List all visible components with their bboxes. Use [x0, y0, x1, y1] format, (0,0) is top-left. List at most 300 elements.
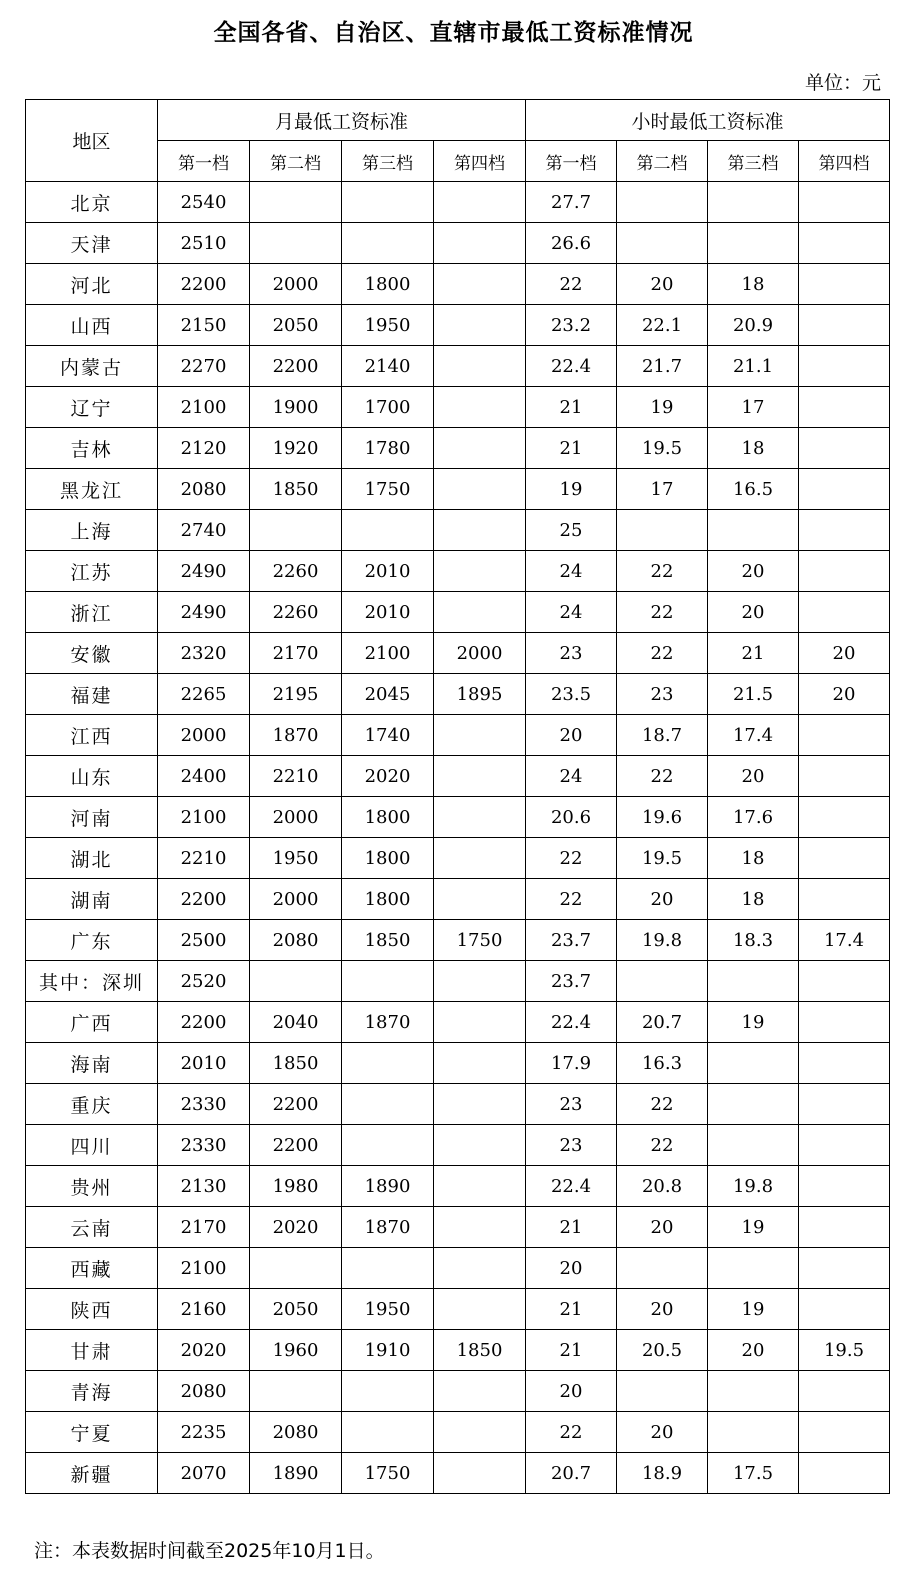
table-row	[26, 592, 890, 633]
region-cell: 青海	[26, 1371, 158, 1412]
monthly-value-cell: 1960	[250, 1330, 342, 1371]
hourly-value-cell	[799, 182, 890, 223]
hourly-value-cell: 21	[708, 633, 799, 674]
table-row	[26, 1412, 890, 1453]
monthly-value-cell	[342, 961, 434, 1002]
monthly-value-cell: 1750	[434, 920, 526, 961]
hourly-value-cell: 17	[617, 469, 708, 510]
monthly-value-cell: 2020	[250, 1207, 342, 1248]
hourly-value-cell	[617, 1371, 708, 1412]
monthly-value-cell: 1780	[342, 428, 434, 469]
hourly-value-cell: 20.6	[526, 797, 617, 838]
hourly-value-cell: 22	[617, 551, 708, 592]
table-row	[26, 428, 890, 469]
monthly-value-cell: 2100	[342, 633, 434, 674]
monthly-value-cell: 2265	[158, 674, 250, 715]
hourly-value-cell	[799, 592, 890, 633]
monthly-value-cell: 2330	[158, 1084, 250, 1125]
region-cell: 湖南	[26, 879, 158, 920]
table-row	[26, 1043, 890, 1084]
region-cell: 海南	[26, 1043, 158, 1084]
region-cell: 宁夏	[26, 1412, 158, 1453]
hourly-value-cell	[799, 264, 890, 305]
monthly-value-cell	[342, 223, 434, 264]
hourly-value-cell	[799, 1453, 890, 1494]
monthly-tier-header: 第二档	[250, 141, 342, 182]
monthly-tier-header: 第三档	[342, 141, 434, 182]
hourly-tier-header: 第二档	[617, 141, 708, 182]
table-row	[26, 182, 890, 223]
region-cell: 西藏	[26, 1248, 158, 1289]
monthly-value-cell	[434, 1002, 526, 1043]
hourly-value-cell	[708, 1371, 799, 1412]
hourly-value-cell	[708, 961, 799, 1002]
hourly-value-cell	[799, 1002, 890, 1043]
hourly-value-cell: 19.5	[617, 428, 708, 469]
monthly-value-cell: 1890	[250, 1453, 342, 1494]
hourly-value-cell: 20	[799, 674, 890, 715]
hourly-value-cell: 22.4	[526, 1166, 617, 1207]
hourly-value-cell: 24	[526, 756, 617, 797]
hourly-value-cell: 22	[617, 1084, 708, 1125]
hourly-value-cell: 17.9	[526, 1043, 617, 1084]
region-cell: 江苏	[26, 551, 158, 592]
region-cell: 上海	[26, 510, 158, 551]
hourly-value-cell: 23	[526, 1125, 617, 1166]
region-cell: 河北	[26, 264, 158, 305]
table-row	[26, 961, 890, 1002]
region-cell: 内蒙古	[26, 346, 158, 387]
table-row	[26, 838, 890, 879]
hourly-value-cell	[799, 1207, 890, 1248]
hourly-value-cell: 18	[708, 428, 799, 469]
monthly-value-cell: 2000	[250, 797, 342, 838]
hourly-value-cell: 20	[526, 1248, 617, 1289]
monthly-value-cell: 1870	[342, 1207, 434, 1248]
hourly-value-cell	[708, 1043, 799, 1084]
monthly-value-cell	[250, 1248, 342, 1289]
region-cell: 辽宁	[26, 387, 158, 428]
hourly-value-cell: 23	[617, 674, 708, 715]
monthly-value-cell: 1870	[250, 715, 342, 756]
hourly-value-cell: 23.7	[526, 920, 617, 961]
monthly-value-cell: 2080	[250, 920, 342, 961]
region-cell: 浙江	[26, 592, 158, 633]
monthly-value-cell	[434, 182, 526, 223]
hourly-value-cell: 25	[526, 510, 617, 551]
hourly-value-cell: 22.4	[526, 1002, 617, 1043]
hourly-value-cell: 23	[526, 633, 617, 674]
hourly-value-cell	[799, 1371, 890, 1412]
region-cell: 北京	[26, 182, 158, 223]
hourly-value-cell: 23.7	[526, 961, 617, 1002]
hourly-value-cell	[708, 510, 799, 551]
footnote: 注：本表数据时间截至2025年10月1日。	[34, 1540, 385, 1562]
monthly-value-cell: 2320	[158, 633, 250, 674]
monthly-value-cell: 2050	[250, 305, 342, 346]
hourly-value-cell	[799, 961, 890, 1002]
region-cell: 贵州	[26, 1166, 158, 1207]
monthly-value-cell: 2235	[158, 1412, 250, 1453]
region-cell: 山西	[26, 305, 158, 346]
table-row	[26, 551, 890, 592]
monthly-tier-header: 第一档	[158, 141, 250, 182]
monthly-value-cell: 2070	[158, 1453, 250, 1494]
hourly-value-cell	[708, 1412, 799, 1453]
monthly-value-cell	[434, 223, 526, 264]
region-cell: 云南	[26, 1207, 158, 1248]
monthly-value-cell: 2150	[158, 305, 250, 346]
region-cell: 四川	[26, 1125, 158, 1166]
region-cell: 广西	[26, 1002, 158, 1043]
hourly-value-cell: 18	[708, 838, 799, 879]
monthly-value-cell: 1850	[342, 920, 434, 961]
region-cell: 陕西	[26, 1289, 158, 1330]
table-row	[26, 1002, 890, 1043]
hourly-value-cell: 22	[617, 633, 708, 674]
monthly-value-cell	[434, 428, 526, 469]
hourly-value-cell: 23.2	[526, 305, 617, 346]
hourly-value-cell: 26.6	[526, 223, 617, 264]
monthly-value-cell: 1800	[342, 797, 434, 838]
monthly-value-cell	[434, 510, 526, 551]
table-row	[26, 264, 890, 305]
hourly-value-cell: 17.6	[708, 797, 799, 838]
region-cell: 吉林	[26, 428, 158, 469]
hourly-value-cell: 21.1	[708, 346, 799, 387]
monthly-value-cell	[434, 346, 526, 387]
table-row	[26, 674, 890, 715]
hourly-value-cell	[799, 797, 890, 838]
table-row	[26, 510, 890, 551]
monthly-value-cell: 2500	[158, 920, 250, 961]
monthly-value-cell: 1850	[250, 1043, 342, 1084]
hourly-value-cell: 20.9	[708, 305, 799, 346]
region-header: 地区	[26, 100, 158, 182]
hourly-value-cell	[708, 1125, 799, 1166]
monthly-value-cell: 2270	[158, 346, 250, 387]
hourly-value-cell: 24	[526, 551, 617, 592]
monthly-value-cell: 1800	[342, 264, 434, 305]
monthly-value-cell: 2020	[342, 756, 434, 797]
table-row	[26, 1330, 890, 1371]
monthly-value-cell: 2000	[250, 879, 342, 920]
hourly-value-cell: 27.7	[526, 182, 617, 223]
monthly-value-cell: 1850	[434, 1330, 526, 1371]
monthly-value-cell: 2200	[250, 1084, 342, 1125]
hourly-value-cell: 20.7	[526, 1453, 617, 1494]
monthly-value-cell: 2080	[250, 1412, 342, 1453]
hourly-tier-header: 第一档	[526, 141, 617, 182]
hourly-value-cell	[708, 1084, 799, 1125]
monthly-value-cell	[434, 264, 526, 305]
page-title: 全国各省、自治区、直辖市最低工资标准情况	[213, 20, 694, 46]
region-cell: 黑龙江	[26, 469, 158, 510]
hourly-value-cell	[799, 551, 890, 592]
region-cell: 甘肃	[26, 1330, 158, 1371]
hourly-value-cell: 20.8	[617, 1166, 708, 1207]
hourly-value-cell	[799, 428, 890, 469]
hourly-value-cell	[799, 1084, 890, 1125]
monthly-value-cell	[434, 1412, 526, 1453]
monthly-value-cell	[434, 961, 526, 1002]
monthly-value-cell: 2000	[434, 633, 526, 674]
region-cell: 新疆	[26, 1453, 158, 1494]
hourly-value-cell: 21	[526, 1207, 617, 1248]
table-row	[26, 797, 890, 838]
monthly-value-cell	[250, 223, 342, 264]
monthly-value-cell: 2490	[158, 551, 250, 592]
hourly-value-cell: 16.3	[617, 1043, 708, 1084]
hourly-value-cell: 17.5	[708, 1453, 799, 1494]
monthly-value-cell: 2195	[250, 674, 342, 715]
monthly-value-cell: 1950	[342, 1289, 434, 1330]
monthly-value-cell: 2200	[158, 879, 250, 920]
region-cell: 天津	[26, 223, 158, 264]
hourly-value-cell	[799, 469, 890, 510]
monthly-value-cell: 2170	[158, 1207, 250, 1248]
hourly-value-cell: 19.6	[617, 797, 708, 838]
hourly-value-cell	[799, 223, 890, 264]
table-row	[26, 223, 890, 264]
monthly-value-cell: 2020	[158, 1330, 250, 1371]
hourly-value-cell: 20	[617, 264, 708, 305]
hourly-value-cell	[708, 182, 799, 223]
hourly-value-cell: 22	[617, 1125, 708, 1166]
monthly-value-cell: 2400	[158, 756, 250, 797]
monthly-value-cell	[434, 797, 526, 838]
monthly-value-cell	[434, 756, 526, 797]
monthly-value-cell: 2520	[158, 961, 250, 1002]
monthly-value-cell: 1950	[250, 838, 342, 879]
monthly-value-cell	[250, 1371, 342, 1412]
monthly-value-cell	[250, 510, 342, 551]
monthly-value-cell	[434, 305, 526, 346]
monthly-value-cell	[434, 1248, 526, 1289]
table-row	[26, 1371, 890, 1412]
table-row	[26, 756, 890, 797]
hourly-value-cell: 21.7	[617, 346, 708, 387]
monthly-value-cell: 2210	[158, 838, 250, 879]
hourly-value-cell: 18.7	[617, 715, 708, 756]
hourly-value-cell	[617, 961, 708, 1002]
hourly-value-cell	[617, 223, 708, 264]
hourly-value-cell: 21	[526, 1289, 617, 1330]
hourly-value-cell: 20	[799, 633, 890, 674]
hourly-value-cell	[617, 1248, 708, 1289]
monthly-value-cell	[434, 715, 526, 756]
monthly-value-cell: 2200	[250, 1125, 342, 1166]
table-row	[26, 1084, 890, 1125]
hourly-value-cell	[799, 879, 890, 920]
hourly-value-cell: 19.8	[708, 1166, 799, 1207]
monthly-value-cell: 2100	[158, 1248, 250, 1289]
monthly-value-cell: 2080	[158, 1371, 250, 1412]
monthly-value-cell: 2540	[158, 182, 250, 223]
hourly-value-cell: 17.4	[708, 715, 799, 756]
hourly-value-cell	[799, 1125, 890, 1166]
monthly-value-cell	[342, 1248, 434, 1289]
monthly-value-cell	[434, 879, 526, 920]
region-cell: 其中：深圳	[26, 961, 158, 1002]
hourly-value-cell	[617, 510, 708, 551]
monthly-value-cell	[434, 1371, 526, 1412]
hourly-value-cell: 20	[617, 1412, 708, 1453]
hourly-value-cell: 17	[708, 387, 799, 428]
monthly-value-cell: 2080	[158, 469, 250, 510]
hourly-value-cell: 20	[708, 551, 799, 592]
monthly-value-cell	[342, 1371, 434, 1412]
monthly-value-cell	[342, 1412, 434, 1453]
table-body	[26, 182, 890, 1494]
unit-label: 单位：元	[804, 72, 881, 94]
monthly-value-cell	[342, 182, 434, 223]
monthly-value-cell	[434, 592, 526, 633]
monthly-header: 月最低工资标准	[158, 100, 526, 141]
hourly-value-cell: 23.5	[526, 674, 617, 715]
hourly-value-cell	[799, 756, 890, 797]
hourly-value-cell: 22	[617, 592, 708, 633]
hourly-value-cell: 20	[617, 1207, 708, 1248]
hourly-value-cell: 23	[526, 1084, 617, 1125]
table-row	[26, 387, 890, 428]
hourly-value-cell	[799, 510, 890, 551]
monthly-value-cell: 2000	[158, 715, 250, 756]
monthly-value-cell: 2120	[158, 428, 250, 469]
monthly-value-cell: 2260	[250, 551, 342, 592]
monthly-value-cell: 2330	[158, 1125, 250, 1166]
hourly-value-cell: 21	[526, 387, 617, 428]
hourly-value-cell	[708, 1248, 799, 1289]
table-row	[26, 1453, 890, 1494]
table-row	[26, 633, 890, 674]
hourly-value-cell: 19	[708, 1289, 799, 1330]
monthly-value-cell: 1895	[434, 674, 526, 715]
monthly-value-cell: 2100	[158, 387, 250, 428]
hourly-value-cell	[799, 305, 890, 346]
monthly-value-cell: 1750	[342, 1453, 434, 1494]
monthly-value-cell: 1700	[342, 387, 434, 428]
monthly-value-cell: 2140	[342, 346, 434, 387]
monthly-value-cell: 2490	[158, 592, 250, 633]
monthly-value-cell: 2010	[342, 592, 434, 633]
table-row	[26, 715, 890, 756]
hourly-value-cell	[617, 182, 708, 223]
monthly-value-cell	[434, 1289, 526, 1330]
monthly-value-cell	[434, 469, 526, 510]
region-cell: 湖北	[26, 838, 158, 879]
region-cell: 福建	[26, 674, 158, 715]
hourly-value-cell: 19	[617, 387, 708, 428]
hourly-value-cell: 19.8	[617, 920, 708, 961]
monthly-value-cell: 2010	[158, 1043, 250, 1084]
wage-table	[25, 99, 890, 1494]
monthly-value-cell: 2510	[158, 223, 250, 264]
hourly-value-cell: 20.5	[617, 1330, 708, 1371]
region-cell: 山东	[26, 756, 158, 797]
table-row	[26, 1289, 890, 1330]
monthly-value-cell	[342, 510, 434, 551]
hourly-value-cell: 17.4	[799, 920, 890, 961]
monthly-value-cell: 2160	[158, 1289, 250, 1330]
table-row	[26, 1166, 890, 1207]
hourly-value-cell: 18	[708, 264, 799, 305]
monthly-value-cell: 2200	[158, 1002, 250, 1043]
hourly-value-cell	[708, 223, 799, 264]
hourly-value-cell: 18.9	[617, 1453, 708, 1494]
monthly-value-cell: 1800	[342, 838, 434, 879]
table-row	[26, 305, 890, 346]
hourly-value-cell: 22	[526, 838, 617, 879]
hourly-value-cell	[799, 1412, 890, 1453]
monthly-value-cell: 2170	[250, 633, 342, 674]
hourly-value-cell: 20	[708, 592, 799, 633]
monthly-value-cell	[250, 182, 342, 223]
hourly-value-cell: 22	[526, 264, 617, 305]
monthly-value-cell: 1920	[250, 428, 342, 469]
hourly-value-cell: 19	[708, 1207, 799, 1248]
hourly-value-cell: 18	[708, 879, 799, 920]
monthly-value-cell	[250, 961, 342, 1002]
hourly-value-cell: 24	[526, 592, 617, 633]
hourly-value-cell: 19	[708, 1002, 799, 1043]
hourly-value-cell	[799, 1289, 890, 1330]
hourly-value-cell: 21	[526, 1330, 617, 1371]
hourly-value-cell: 20	[708, 756, 799, 797]
hourly-value-cell: 21.5	[708, 674, 799, 715]
monthly-value-cell	[342, 1043, 434, 1084]
table-row	[26, 920, 890, 961]
table-row	[26, 346, 890, 387]
hourly-value-cell	[799, 387, 890, 428]
hourly-header: 小时最低工资标准	[526, 100, 890, 141]
hourly-value-cell: 22	[526, 1412, 617, 1453]
monthly-value-cell	[434, 1043, 526, 1084]
monthly-value-cell	[434, 838, 526, 879]
monthly-value-cell: 1800	[342, 879, 434, 920]
monthly-value-cell: 2130	[158, 1166, 250, 1207]
hourly-value-cell	[799, 1248, 890, 1289]
hourly-value-cell: 21	[526, 428, 617, 469]
monthly-value-cell: 2200	[158, 264, 250, 305]
monthly-value-cell: 1950	[342, 305, 434, 346]
hourly-value-cell: 20	[708, 1330, 799, 1371]
hourly-value-cell: 20	[617, 879, 708, 920]
region-cell: 广东	[26, 920, 158, 961]
monthly-value-cell: 2210	[250, 756, 342, 797]
monthly-value-cell	[342, 1084, 434, 1125]
hourly-value-cell: 16.5	[708, 469, 799, 510]
region-cell: 安徽	[26, 633, 158, 674]
hourly-value-cell	[799, 838, 890, 879]
monthly-value-cell: 2040	[250, 1002, 342, 1043]
monthly-value-cell: 1740	[342, 715, 434, 756]
monthly-value-cell	[434, 1166, 526, 1207]
hourly-value-cell: 20.7	[617, 1002, 708, 1043]
hourly-value-cell: 19	[526, 469, 617, 510]
hourly-tier-header: 第三档	[708, 141, 799, 182]
monthly-value-cell	[434, 551, 526, 592]
hourly-value-cell	[799, 1166, 890, 1207]
hourly-value-cell: 20	[526, 1371, 617, 1412]
monthly-value-cell: 1910	[342, 1330, 434, 1371]
monthly-value-cell: 2045	[342, 674, 434, 715]
monthly-value-cell: 2050	[250, 1289, 342, 1330]
hourly-value-cell: 22.4	[526, 346, 617, 387]
monthly-value-cell: 2740	[158, 510, 250, 551]
hourly-value-cell: 22	[617, 756, 708, 797]
table-row	[26, 879, 890, 920]
